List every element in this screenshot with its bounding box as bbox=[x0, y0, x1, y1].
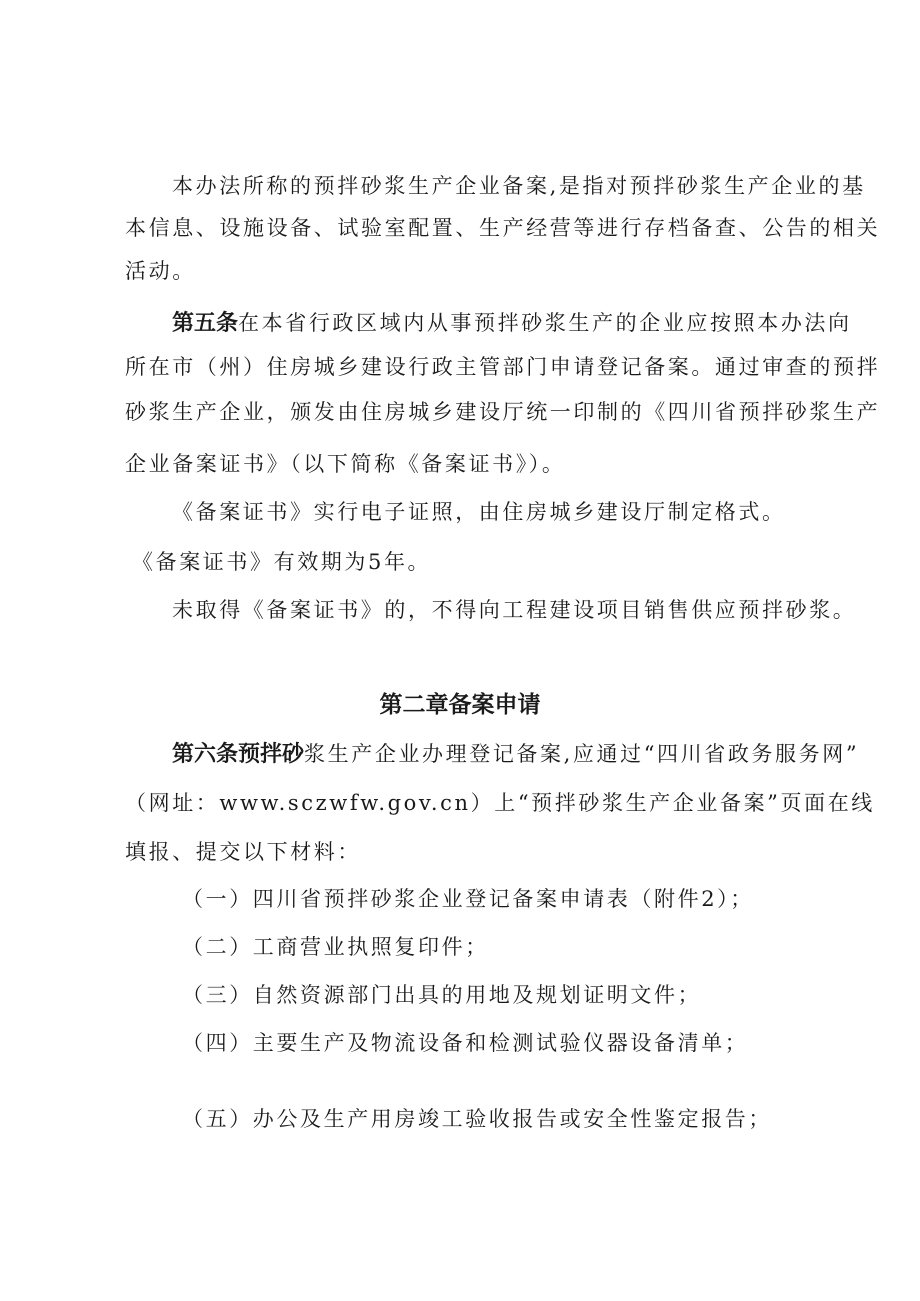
article5-first-line bbox=[172, 309, 852, 338]
article5-paragraph-2: 《备案证书》实行电子证照，由住房城乡建设厅制定格式。 bbox=[172, 500, 786, 524]
article6-line-1: 浆生产企业办理登记备案,应通过“四川省政务服务网” bbox=[304, 742, 860, 766]
list-item: （五）办公及生产用房竣工验收报告或安全性鉴定报告； bbox=[182, 1107, 772, 1131]
list-item: （一）四川省预拌砂浆企业登记备案申请表（附件2）； bbox=[182, 887, 754, 911]
list-item: （四）主要生产及物流设备和检测试验仪器设备清单； bbox=[182, 1031, 749, 1055]
list-item: （三）自然资源部门出具的用地及规划证明文件； bbox=[182, 983, 702, 1007]
article5-line-1: 在本省行政区域内从事预拌砂浆生产的企业应按照本办法向 bbox=[238, 311, 852, 335]
article6-line-3: 填报、提交以下材料： bbox=[125, 840, 361, 864]
article5-paragraph-4: 未取得《备案证书》的，不得向工程建设项目销售供应预拌砂浆。 bbox=[172, 598, 857, 622]
article5-line-2: 所在市（州）住房城乡建设行政主管部门申请登记备案。通过审查的预拌 bbox=[125, 355, 881, 379]
list-item: （二）工商营业执照复印件； bbox=[182, 935, 489, 959]
article5-paragraph-3: 《备案证书》有效期为5年。 bbox=[132, 550, 432, 574]
article6-line-2: （网址：www.sczwfw.gov.cn）上“预拌砂浆生产企业备案”页面在线 bbox=[125, 791, 875, 815]
article5-line-4: 企业备案证书》（以下简称《备案证书》）。 bbox=[125, 452, 566, 476]
article6-label: 第六条预拌砂 bbox=[172, 742, 305, 767]
chapter-heading: 第二章备案申请 bbox=[379, 692, 541, 718]
article4-line-3: 活动。 bbox=[125, 259, 196, 283]
article6-first-line bbox=[172, 740, 859, 769]
article5-label: 第五条 bbox=[172, 311, 239, 336]
article4-line-1: 本办法所称的预拌砂浆生产企业备案,是指对预拌砂浆生产企业的基 bbox=[172, 174, 866, 198]
article5-line-3: 砂浆生产企业，颁发由住房城乡建设厅统一印制的《四川省预拌砂浆生产 bbox=[125, 400, 881, 424]
article4-line-2: 本信息、设施设备、试验室配置、生产经营等进行存档备查、公告的相关 bbox=[125, 216, 881, 240]
